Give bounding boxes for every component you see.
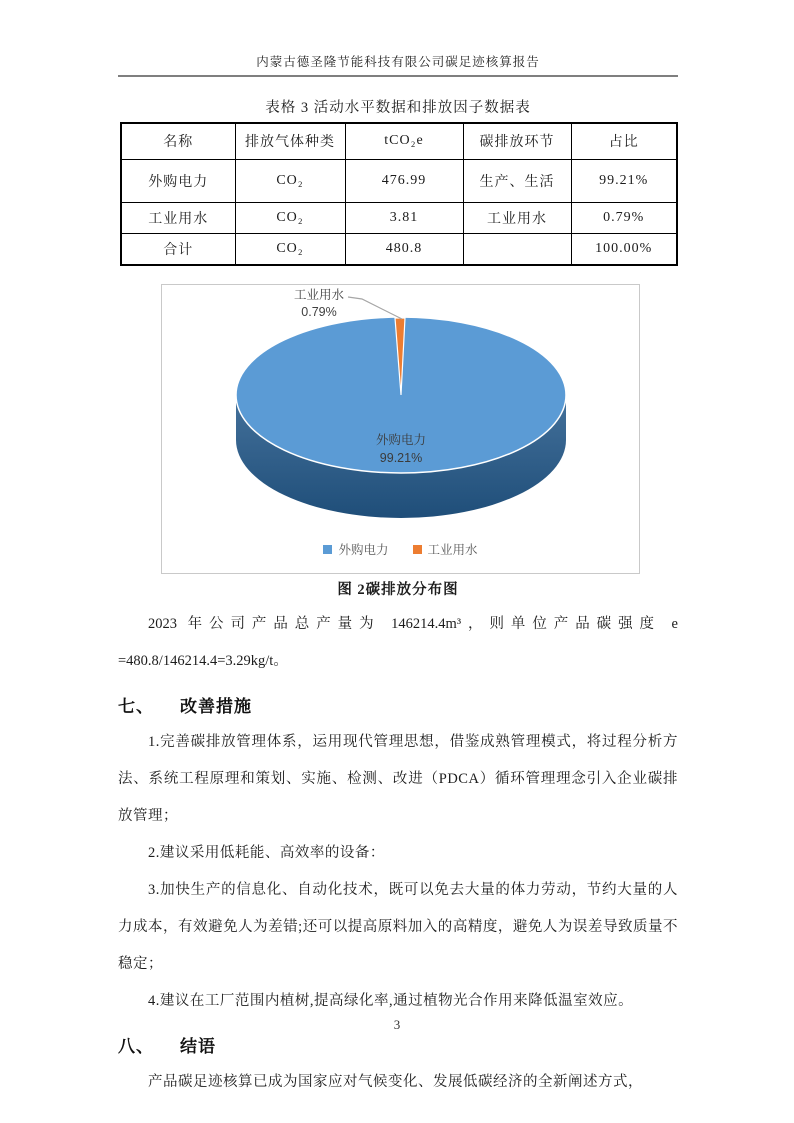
callout-value: 0.79% (301, 305, 337, 319)
page-header-title: 内蒙古德圣隆节能科技有限公司碳足迹核算报告 (118, 0, 678, 77)
table-cell: 工业用水 (463, 202, 571, 233)
intro-line-2: =480.8/146214.4=3.29kg/t。 (118, 653, 288, 669)
section-heading-conclusion (118, 1032, 678, 1057)
table-cell: 工业用水 (121, 202, 235, 233)
table-header-cell: 名称 (121, 123, 235, 159)
intro-line-1: 2023 年公司产品总产量为 146214.4m³，则单位产品碳强度 e (148, 616, 678, 632)
legend-item (323, 540, 388, 558)
pie-chart-canvas (162, 285, 641, 575)
chart-slice-label (341, 431, 461, 467)
section-title: 结语 (180, 1037, 216, 1056)
table-row (121, 159, 677, 202)
improvement-item: 1.完善碳排放管理体系，运用现代管理思想，借鉴成熟管理模式，将过程分析方法、系统工程原理和策划、实施、检测、改进（PDCA）循环管理理念引入企业碳排放管理； (118, 734, 678, 824)
improvement-item: 3.加快生产的信息化、自动化技术，既可以免去大量的体力劳动，节约大量的人力成本，有效避免人为差错;还可以提高原料加入的高精度，避免人为误差导致质量不稳定； (118, 882, 678, 972)
section-heading-improvements (118, 692, 678, 717)
table-cell: 3.81 (345, 202, 463, 233)
pie-chart (161, 284, 640, 574)
legend-swatch-electricity (323, 545, 332, 554)
legend-label: 外购电力 (338, 543, 389, 557)
slice-label: 外购电力 (375, 433, 426, 447)
section-number: 八、 (118, 1037, 154, 1056)
page-number: 3 (393, 1017, 401, 1032)
section-number: 七、 (118, 697, 154, 716)
table-cell: 合计 (121, 233, 235, 265)
chart-callout (280, 287, 358, 321)
intro-paragraph (118, 606, 678, 680)
table-cell: 外购电力 (121, 159, 235, 202)
table-cell: 476.99 (345, 159, 463, 202)
slice-value: 99.21% (379, 451, 423, 465)
table-row (121, 233, 677, 265)
table-cell: 100.00% (571, 233, 677, 265)
table-row (121, 202, 677, 233)
legend-item (413, 540, 478, 558)
table-header-cell: 占比 (571, 123, 677, 159)
table-cell: 0.79% (571, 202, 677, 233)
table-title: 表格 3 活动水平数据和排放因子数据表 (265, 100, 531, 116)
improvement-item: 4.建议在工厂范围内植树,提高绿化率,通过植物光合作用来降低温室效应。 (148, 993, 634, 1009)
table-cell: 99.21% (571, 159, 677, 202)
table-header-cell: 排放气体种类 (235, 123, 345, 159)
improvement-item: 2.建议采用低耗能、高效率的设备： (148, 845, 385, 861)
callout-label: 工业用水 (293, 288, 344, 302)
figure-caption: 图 2碳排放分布图 (337, 582, 459, 598)
section-title: 改善措施 (180, 697, 252, 716)
table-cell: CO₂ (235, 202, 345, 233)
chart-legend (162, 540, 639, 558)
legend-swatch-water (413, 545, 422, 554)
conclusion-paragraph: 产品碳足迹核算已成为国家应对气候变化、发展低碳经济的全新阐述方式， (148, 1074, 643, 1090)
table-cell: CO₂ (235, 159, 345, 202)
table-cell (463, 233, 571, 265)
table-cell: 480.8 (345, 233, 463, 265)
legend-label: 工业用水 (427, 543, 478, 557)
table-header-row (121, 123, 677, 159)
emission-data-table (120, 122, 678, 266)
table-cell: 生产、生活 (463, 159, 571, 202)
table-header-cell: tCO₂e (345, 123, 463, 159)
table-cell: CO₂ (235, 233, 345, 265)
table-header-cell: 碳排放环节 (463, 123, 571, 159)
